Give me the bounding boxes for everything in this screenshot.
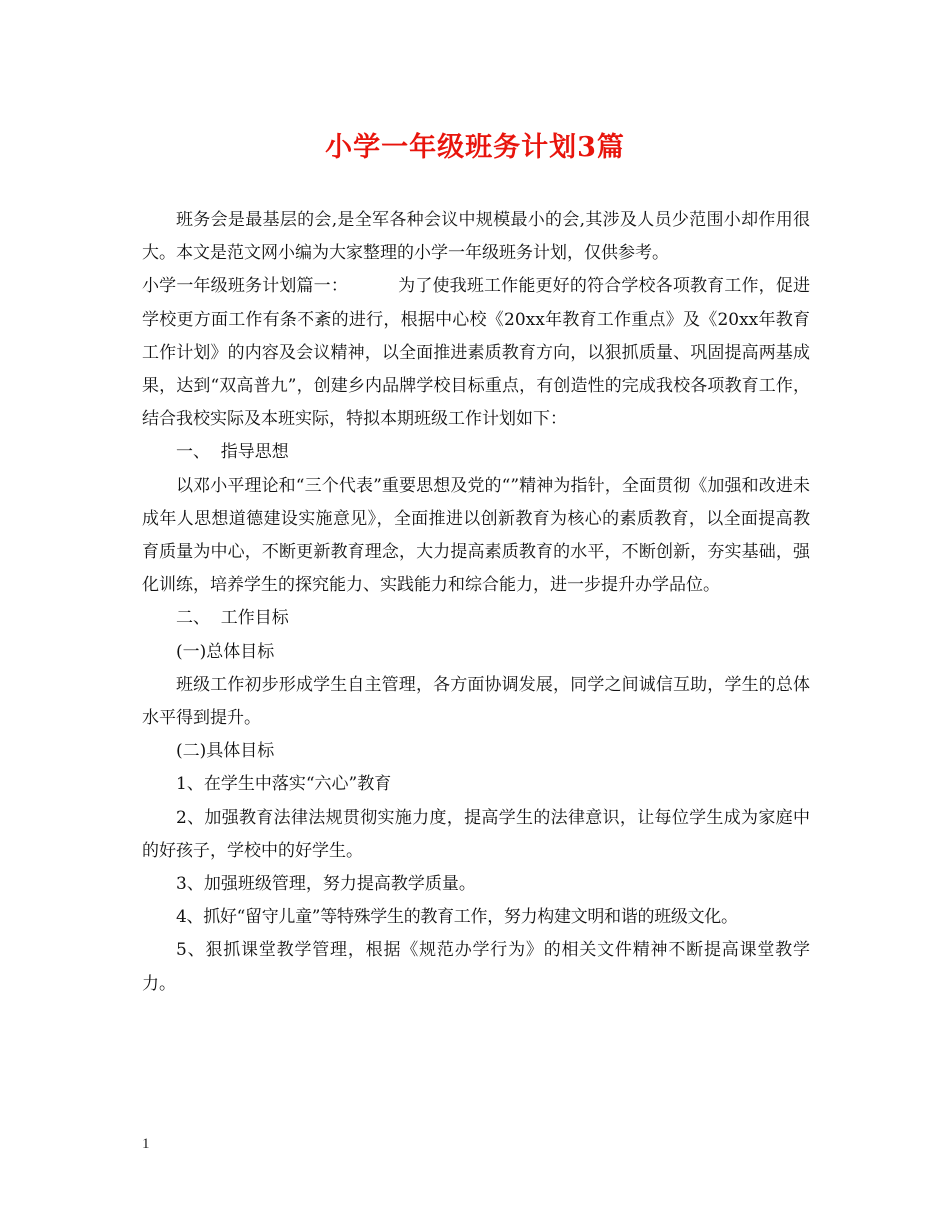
- document-body: [142, 204, 810, 1001]
- list-item: 3、加强班级管理，努力提高教学质量。: [176, 874, 476, 895]
- guiding-thought-paragraph: 以邓小平理论和“三个代表”重要思想及党的“”精神为指针，全面贯彻《加强和改进未成年人思想道德建设实施意见》，全面推进以创新教育为核心的素质教育，以全面提高教育质量为中心，不断更新教育理念，大力提高素质教育的水平，不断创新，夯实基础，强化训练，培养学生的探究能力、实践能力和综合能力，进一步提升办学品位。: [142, 475, 810, 596]
- page-number: 1: [142, 1136, 150, 1152]
- section1-paragraph: [142, 270, 810, 436]
- list-item: 1、在学生中落实“六心”教育: [176, 774, 392, 795]
- overall-goal-paragraph: 班级工作初步形成学生自主管理，各方面协调发展，同学之间诚信互助，学生的总体水平得到提升。: [142, 674, 810, 729]
- intro-paragraph: 班务会是最基层的会,是全军各种会议中规模最小的会,其涉及人员少范围小却作用很大。本文是范文网小编为大家整理的小学一年级班务计划，仅供参考。: [142, 210, 810, 264]
- document-title: 小学一年级班务计划3篇: [325, 132, 625, 163]
- list-item: 4、抓好“留守儿童”等特殊学生的教育工作，努力构建文明和谐的班级文化。: [176, 907, 738, 928]
- list-item: 2、加强教育法律法规贯彻实施力度，提高学生的法律意识，让每位学生成为家庭中的好孩子，学校中的好学生。: [142, 807, 810, 861]
- heading-guiding-thought: 一、 指导思想: [176, 442, 289, 463]
- subheading-overall-goal: (一)总体目标: [176, 641, 275, 662]
- section1-text: 为了使我班工作能更好的符合学校各项教育工作，促进学校更方面工作有条不紊的进行，根据中心校《20xx年教育工作重点》及《20xx年教育工作计划》的内容及会议精神，以全面推进素质教育方向，以狠抓质量、巩固提高两基成果，达到“双高普九”，创建乡内品牌学校目标重点，有创造性的完成我校各项教育工作，结合我校实际及本班实际，特拟本期班级工作计划如下：: [142, 276, 810, 430]
- section1-label: 小学一年级班务计划篇一：: [142, 276, 348, 297]
- list-item: 5、狠抓课堂教学管理，根据《规范办学行为》的相关文件精神不断提高课堂教学力。: [142, 940, 810, 994]
- heading-work-goals: 二、 工作目标: [176, 608, 289, 629]
- subheading-specific-goals: (二)具体目标: [176, 741, 275, 762]
